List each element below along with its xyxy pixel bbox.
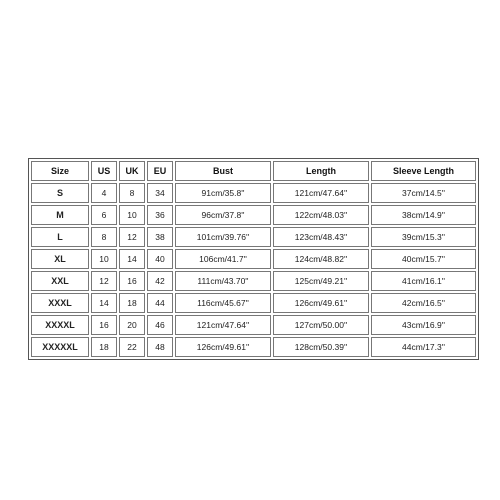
uk-cell: 12	[119, 227, 145, 247]
header-sleeve-length: Sleeve Length	[371, 161, 476, 181]
table-row	[31, 271, 476, 291]
size-cell: XXXL	[31, 293, 89, 313]
length-cell: 127cm/50.00''	[273, 315, 369, 335]
length-cell: 128cm/50.39''	[273, 337, 369, 357]
eu-cell: 48	[147, 337, 173, 357]
size-chart-body	[31, 161, 476, 357]
length-cell: 126cm/49.61''	[273, 293, 369, 313]
size-chart-table	[28, 158, 479, 360]
header-bust: Bust	[175, 161, 271, 181]
bust-cell: 111cm/43.70''	[175, 271, 271, 291]
uk-cell: 10	[119, 205, 145, 225]
us-cell: 8	[91, 227, 117, 247]
header-us: US	[91, 161, 117, 181]
eu-cell: 46	[147, 315, 173, 335]
bust-cell: 121cm/47.64''	[175, 315, 271, 335]
sleeve-length-cell: 42cm/16.5''	[371, 293, 476, 313]
table-row	[31, 227, 476, 247]
eu-cell: 40	[147, 249, 173, 269]
sleeve-length-cell: 43cm/16.9''	[371, 315, 476, 335]
table-row	[31, 249, 476, 269]
length-cell: 124cm/48.82''	[273, 249, 369, 269]
header-eu: EU	[147, 161, 173, 181]
sleeve-length-cell: 38cm/14.9''	[371, 205, 476, 225]
table-row	[31, 337, 476, 357]
eu-cell: 42	[147, 271, 173, 291]
uk-cell: 18	[119, 293, 145, 313]
bust-cell: 116cm/45.67''	[175, 293, 271, 313]
header-uk: UK	[119, 161, 145, 181]
table-row	[31, 293, 476, 313]
length-cell: 125cm/49.21''	[273, 271, 369, 291]
size-cell: M	[31, 205, 89, 225]
sleeve-length-cell: 40cm/15.7''	[371, 249, 476, 269]
length-cell: 123cm/48.43''	[273, 227, 369, 247]
size-cell: XXXXL	[31, 315, 89, 335]
length-cell: 121cm/47.64''	[273, 183, 369, 203]
us-cell: 10	[91, 249, 117, 269]
sleeve-length-cell: 41cm/16.1''	[371, 271, 476, 291]
eu-cell: 34	[147, 183, 173, 203]
us-cell: 16	[91, 315, 117, 335]
sleeve-length-cell: 44cm/17.3''	[371, 337, 476, 357]
table-row	[31, 205, 476, 225]
us-cell: 12	[91, 271, 117, 291]
header-size: Size	[31, 161, 89, 181]
bust-cell: 101cm/39.76''	[175, 227, 271, 247]
bust-cell: 91cm/35.8''	[175, 183, 271, 203]
size-cell: S	[31, 183, 89, 203]
eu-cell: 38	[147, 227, 173, 247]
uk-cell: 14	[119, 249, 145, 269]
size-cell: XXL	[31, 271, 89, 291]
bust-cell: 106cm/41.7''	[175, 249, 271, 269]
us-cell: 14	[91, 293, 117, 313]
sleeve-length-cell: 37cm/14.5''	[371, 183, 476, 203]
bust-cell: 96cm/37.8''	[175, 205, 271, 225]
uk-cell: 20	[119, 315, 145, 335]
header-length: Length	[273, 161, 369, 181]
eu-cell: 36	[147, 205, 173, 225]
eu-cell: 44	[147, 293, 173, 313]
uk-cell: 16	[119, 271, 145, 291]
us-cell: 18	[91, 337, 117, 357]
sleeve-length-cell: 39cm/15.3''	[371, 227, 476, 247]
us-cell: 4	[91, 183, 117, 203]
bust-cell: 126cm/49.61''	[175, 337, 271, 357]
table-row	[31, 183, 476, 203]
uk-cell: 8	[119, 183, 145, 203]
header-row	[31, 161, 476, 181]
us-cell: 6	[91, 205, 117, 225]
table-row	[31, 315, 476, 335]
size-cell: XXXXXL	[31, 337, 89, 357]
uk-cell: 22	[119, 337, 145, 357]
size-cell: L	[31, 227, 89, 247]
length-cell: 122cm/48.03''	[273, 205, 369, 225]
size-cell: XL	[31, 249, 89, 269]
